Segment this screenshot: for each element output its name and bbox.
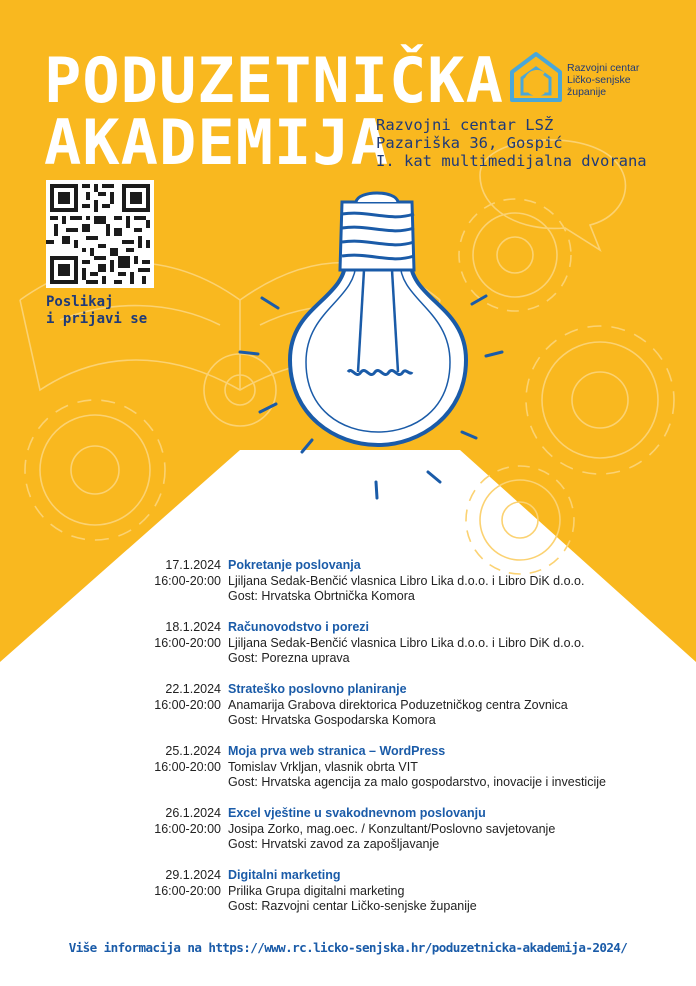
event-details	[228, 806, 555, 853]
qr-caption-line: i prijavi se	[46, 311, 148, 327]
page-title-line-2: AKADEMIJA	[44, 106, 389, 179]
logo-text-line: županije	[567, 86, 607, 98]
event-date: 18.1.2024	[165, 620, 221, 634]
event-date: 17.1.2024	[165, 558, 221, 572]
qr-caption	[46, 294, 147, 328]
event-guest: Gost: Hrvatski zavod za zapošljavanje	[228, 837, 440, 851]
event-speaker: Ljiljana Sedak-Benčić vlasnica Libro Lika d.o.o. i Libro DiK d.o.o.	[228, 573, 585, 588]
event-time: 16:00-20:00	[154, 697, 221, 712]
event-time: 16:00-20:00	[154, 759, 221, 774]
qr-code-icon[interactable]	[46, 180, 154, 288]
event-speaker: Anamarija Grabova direktorica Poduzetničkog centra Zovnica	[228, 697, 568, 712]
schedule-item	[0, 806, 696, 868]
event-time: 16:00-20:00	[154, 573, 221, 588]
event-guest: Gost: Hrvatska agencija za malo gospodarstvo, inovacije i investicije	[228, 775, 606, 789]
event-date: 26.1.2024	[165, 806, 221, 820]
event-guest: Gost: Razvojni centar Ličko-senjske županije	[228, 899, 477, 913]
venue-line: I. kat multimedijalna dvorana	[376, 152, 647, 170]
event-details	[228, 620, 584, 667]
schedule-item	[0, 868, 696, 930]
event-time: 16:00-20:00	[154, 821, 221, 836]
schedule-list	[0, 558, 696, 930]
schedule-item	[0, 682, 696, 744]
event-title: Pokretanje poslovanja	[228, 558, 361, 572]
event-speaker: Prilika Grupa digitalni marketing	[228, 883, 405, 898]
event-title: Strateško poslovno planiranje	[228, 682, 407, 696]
logo-text-line: Razvojni centar	[567, 62, 640, 74]
event-title: Računovodstvo i porezi	[228, 620, 369, 634]
event-guest: Gost: Hrvatska Gospodarska Komora	[228, 713, 436, 727]
event-time: 16:00-20:00	[154, 883, 221, 898]
venue-info	[376, 116, 647, 170]
venue-line: Razvojni centar LSŽ	[376, 116, 554, 134]
qr-caption-line: Poslikaj	[46, 294, 114, 310]
schedule-item	[0, 744, 696, 806]
event-details	[228, 558, 584, 605]
more-info-link[interactable]: Više informacija na https://www.rc.licko-senjska.hr/poduzetnicka-akademija-2024/	[68, 940, 628, 955]
event-speaker: Tomislav Vrkljan, vlasnik obrta VIT	[228, 759, 418, 774]
event-details	[228, 744, 606, 791]
event-time: 16:00-20:00	[154, 635, 221, 650]
event-speaker: Ljiljana Sedak-Benčić vlasnica Libro Lika d.o.o. i Libro DiK d.o.o.	[228, 635, 585, 650]
organization-logo	[508, 48, 658, 104]
house-logo-icon	[508, 48, 564, 104]
schedule-item	[0, 620, 696, 682]
event-title: Digitalni marketing	[228, 868, 341, 882]
schedule-item	[0, 558, 696, 620]
page-title-line-1: PODUZETNIČKA	[44, 44, 504, 117]
event-guest: Gost: Hrvatska Obrtnička Komora	[228, 589, 415, 603]
event-speaker: Josipa Zorko, mag.oec. / Konzultant/Poslovno savjetovanje	[228, 821, 556, 836]
event-date: 29.1.2024	[165, 868, 221, 882]
event-date: 22.1.2024	[165, 682, 221, 696]
event-date: 25.1.2024	[165, 744, 221, 758]
logo-text-line: Ličko-senjske	[567, 74, 631, 86]
event-details	[228, 868, 477, 915]
logo-text	[567, 62, 639, 98]
event-title: Moja prva web stranica – WordPress	[228, 744, 446, 758]
event-guest: Gost: Porezna uprava	[228, 651, 350, 665]
event-details	[228, 682, 568, 729]
event-title: Excel vještine u svakodnevnom poslovanju	[228, 806, 486, 820]
venue-line: Pazariška 36, Gospić	[376, 134, 563, 152]
